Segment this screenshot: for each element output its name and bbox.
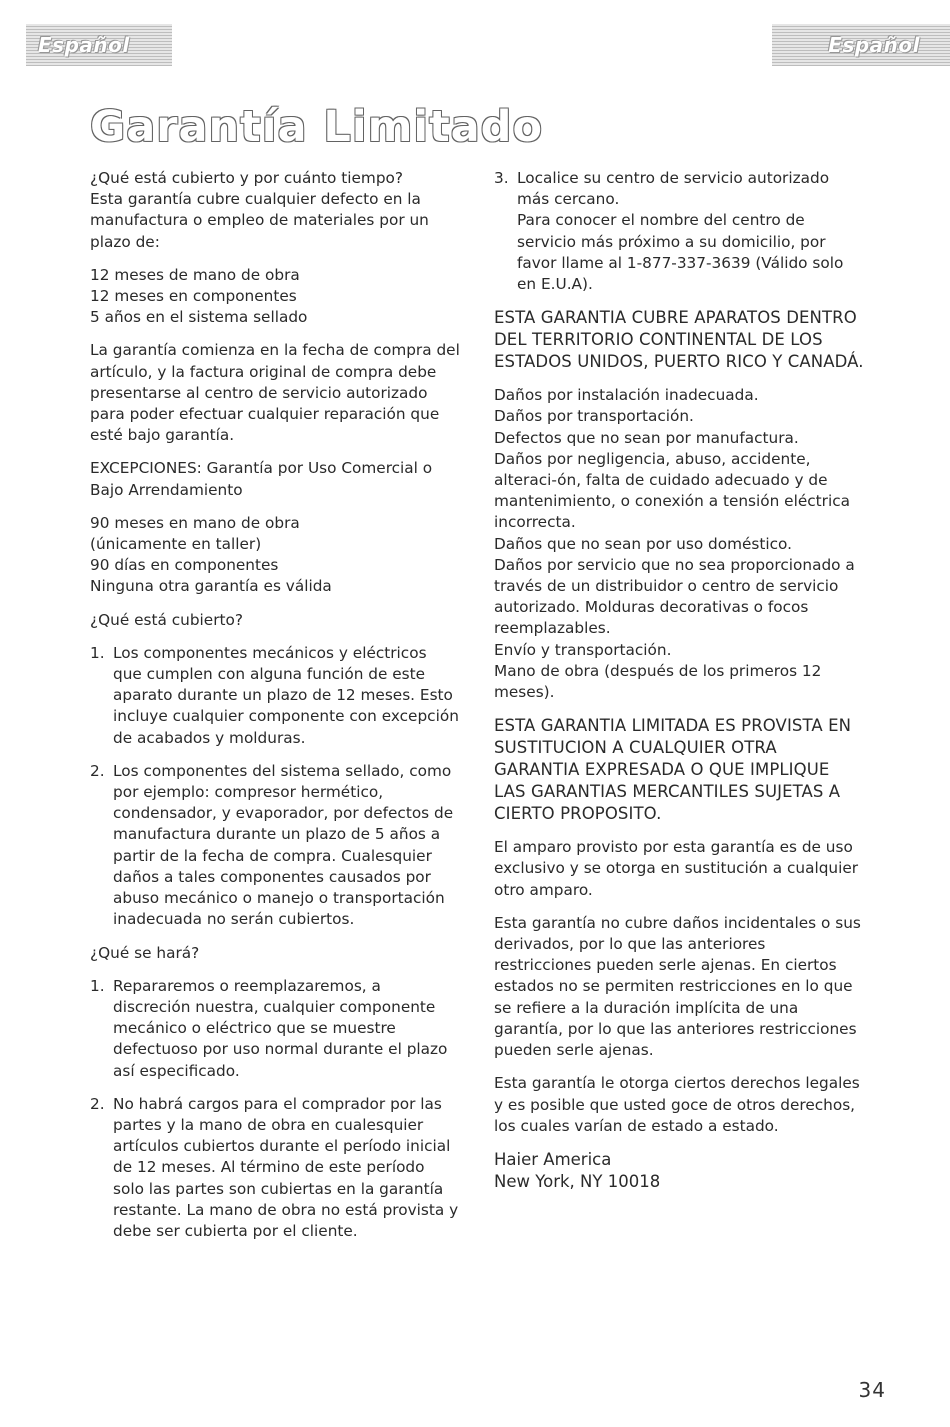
territory-text: ESTA GARANTIA CUBRE APARATOS DENTRO DEL TERRITORIO CONTINENTAL DE LOS ESTADOS UNIDOS, PUERTO RICO Y CANADÁ.	[494, 308, 864, 372]
commercial-period-note: (únicamente en taller)	[90, 535, 262, 554]
company-name: Haier America	[494, 1149, 612, 1169]
warranty-start-text: La garantía comienza en la fecha de compra del artículo, y la factura original de compra debe presentarse al centro de servicio autorizado para poder efectuar cualquier reparación que esté bajo garantía.	[90, 341, 460, 445]
company-city: New York, NY 10018	[494, 1171, 661, 1191]
list-item-text: Repararemos o reemplazaremos, a discreción nuestra, cualquier componente mecánico o eléctrico que se muestre defectuoso por uso normal durante el plazo así especificado.	[113, 976, 448, 1080]
list-item	[90, 1094, 460, 1242]
commercial-periods	[90, 513, 460, 598]
done-heading: ¿Qué se hará?	[90, 943, 200, 962]
list-item	[90, 976, 460, 1082]
list-item	[90, 761, 460, 931]
commercial-period-components: 90 días en componentes	[90, 556, 279, 575]
service-center-title: Localice su centro de servicio autorizado más cercano.	[517, 169, 830, 209]
commercial-period-other: Ninguna otra garantía es válida	[90, 577, 332, 596]
exclusions-list	[494, 385, 866, 703]
remedy-text: El amparo provisto por esta garantía es de uso exclusivo y se otorga en sustitución a cualquier otro amparo.	[494, 838, 859, 899]
exclusion-item: Envío y transportación.	[494, 640, 672, 659]
list-item	[494, 168, 866, 295]
list-item	[90, 643, 460, 749]
service-center-text: Para conocer el nombre del centro de servicio más próximo a su domicilio, por favor llame al 1-877-337-3639 (Válido solo en E.U.A).	[517, 211, 844, 294]
limited-warranty-text: ESTA GARANTIA LIMITADA ES PROVISTA EN SUSTITUCION A CUALQUIER OTRA GARANTIA EXPRESADA O QUE IMPLIQUE LAS GARANTIAS MERCANTILES SUJETAS A CIERTO PROPOSITO.	[494, 716, 852, 824]
list-item-number: 1.	[90, 643, 105, 662]
exclusion-item: Daños por negligencia, abuso, accidente, alteraci-ón, falta de cuidado adecuado y de mantenimiento, o conexión a tensión eléctrica incorrecta.	[494, 449, 850, 532]
list-item-number: 2.	[90, 1094, 105, 1113]
coverage-heading: ¿Qué está cubierto y por cuánto tiempo?	[90, 169, 404, 187]
coverage-period-sealed: 5 años en el sistema sellado	[90, 308, 308, 327]
company-address	[494, 1149, 866, 1193]
right-column	[494, 168, 866, 1205]
page-number: 34	[858, 1378, 886, 1402]
coverage-period-components: 12 meses en componentes	[90, 287, 297, 306]
commercial-period-labor: 90 meses en mano de obra	[90, 513, 300, 532]
language-tab-left	[26, 24, 172, 66]
left-column	[90, 168, 460, 1254]
language-tab-right	[772, 24, 950, 66]
list-item-text: Los componentes del sistema sellado, como por ejemplo: compresor hermético, condensador, y evaporador, por defectos de manufactura durante un plazo de 5 años a partir de la fecha de compra. Cualesquier daños a tales componentes causados por abuso mecánico o manejo o transportación inadecuada no serán cubiertos.	[113, 761, 454, 929]
list-item-number: 2.	[90, 761, 105, 780]
exclusion-item: Defectos que no sean por manufactura.	[494, 428, 799, 447]
exclusion-item: Daños por transportación.	[494, 407, 694, 426]
coverage-intro	[90, 168, 460, 253]
language-tab-right-label: Español	[828, 33, 920, 57]
exclusion-item: Daños por servicio que no sea proporcionado a través de un distribuidor o centro de servicio autorizado. Molduras decorativas o focos reemplazables.	[494, 555, 855, 638]
language-tab-left-label: Español	[38, 33, 130, 57]
exclusion-item: Daños por instalación inadecuada.	[494, 386, 759, 405]
coverage-period-labor: 12 meses de mano de obra	[90, 265, 300, 284]
exclusion-item: Daños que no sean por uso doméstico.	[494, 534, 793, 553]
list-item-number: 3.	[494, 169, 509, 187]
coverage-intro-text: Esta garantía cubre cualquier defecto en la manufactura o empleo de materiales por un plazo de:	[90, 190, 429, 251]
list-item-number: 1.	[90, 976, 105, 995]
page-title: Garantía Limitado	[90, 102, 544, 152]
rights-text: Esta garantía le otorga ciertos derechos legales y es posible que usted goce de otros derechos, los cuales varían de estado a estado.	[494, 1074, 860, 1135]
incidental-text: Esta garantía no cubre daños incidentales o sus derivados, por lo que las anteriores restricciones pueden serle ajenas. En ciertos estados no se permiten restricciones en lo que se refiere a la duración implícita de una garantía, por lo que las anteriores restricciones pueden serle ajenas.	[494, 913, 861, 1060]
covered-heading: ¿Qué está cubierto?	[90, 610, 243, 629]
list-item-content	[517, 168, 866, 295]
exclusion-item: Mano de obra (después de los primeros 12 meses).	[494, 661, 822, 702]
list-item-text: Los componentes mecánicos y eléctricos que cumplen con alguna función de este aparato durante un plazo de 12 meses. Esto incluye cualquier componente con excepción de acabados y molduras.	[113, 643, 459, 747]
list-item-text: No habrá cargos para el comprador por las partes y la mano de obra en cualesquier artículos cubiertos durante el período inicial de 12 meses. Al término de este período solo las partes son cubiertas en la garantía restante. La mano de obra no está provista y debe ser cubierta por el cliente.	[113, 1094, 459, 1240]
exceptions-text: EXCEPCIONES: Garantía por Uso Comercial o Bajo Arrendamiento	[90, 459, 433, 499]
coverage-periods	[90, 265, 460, 329]
